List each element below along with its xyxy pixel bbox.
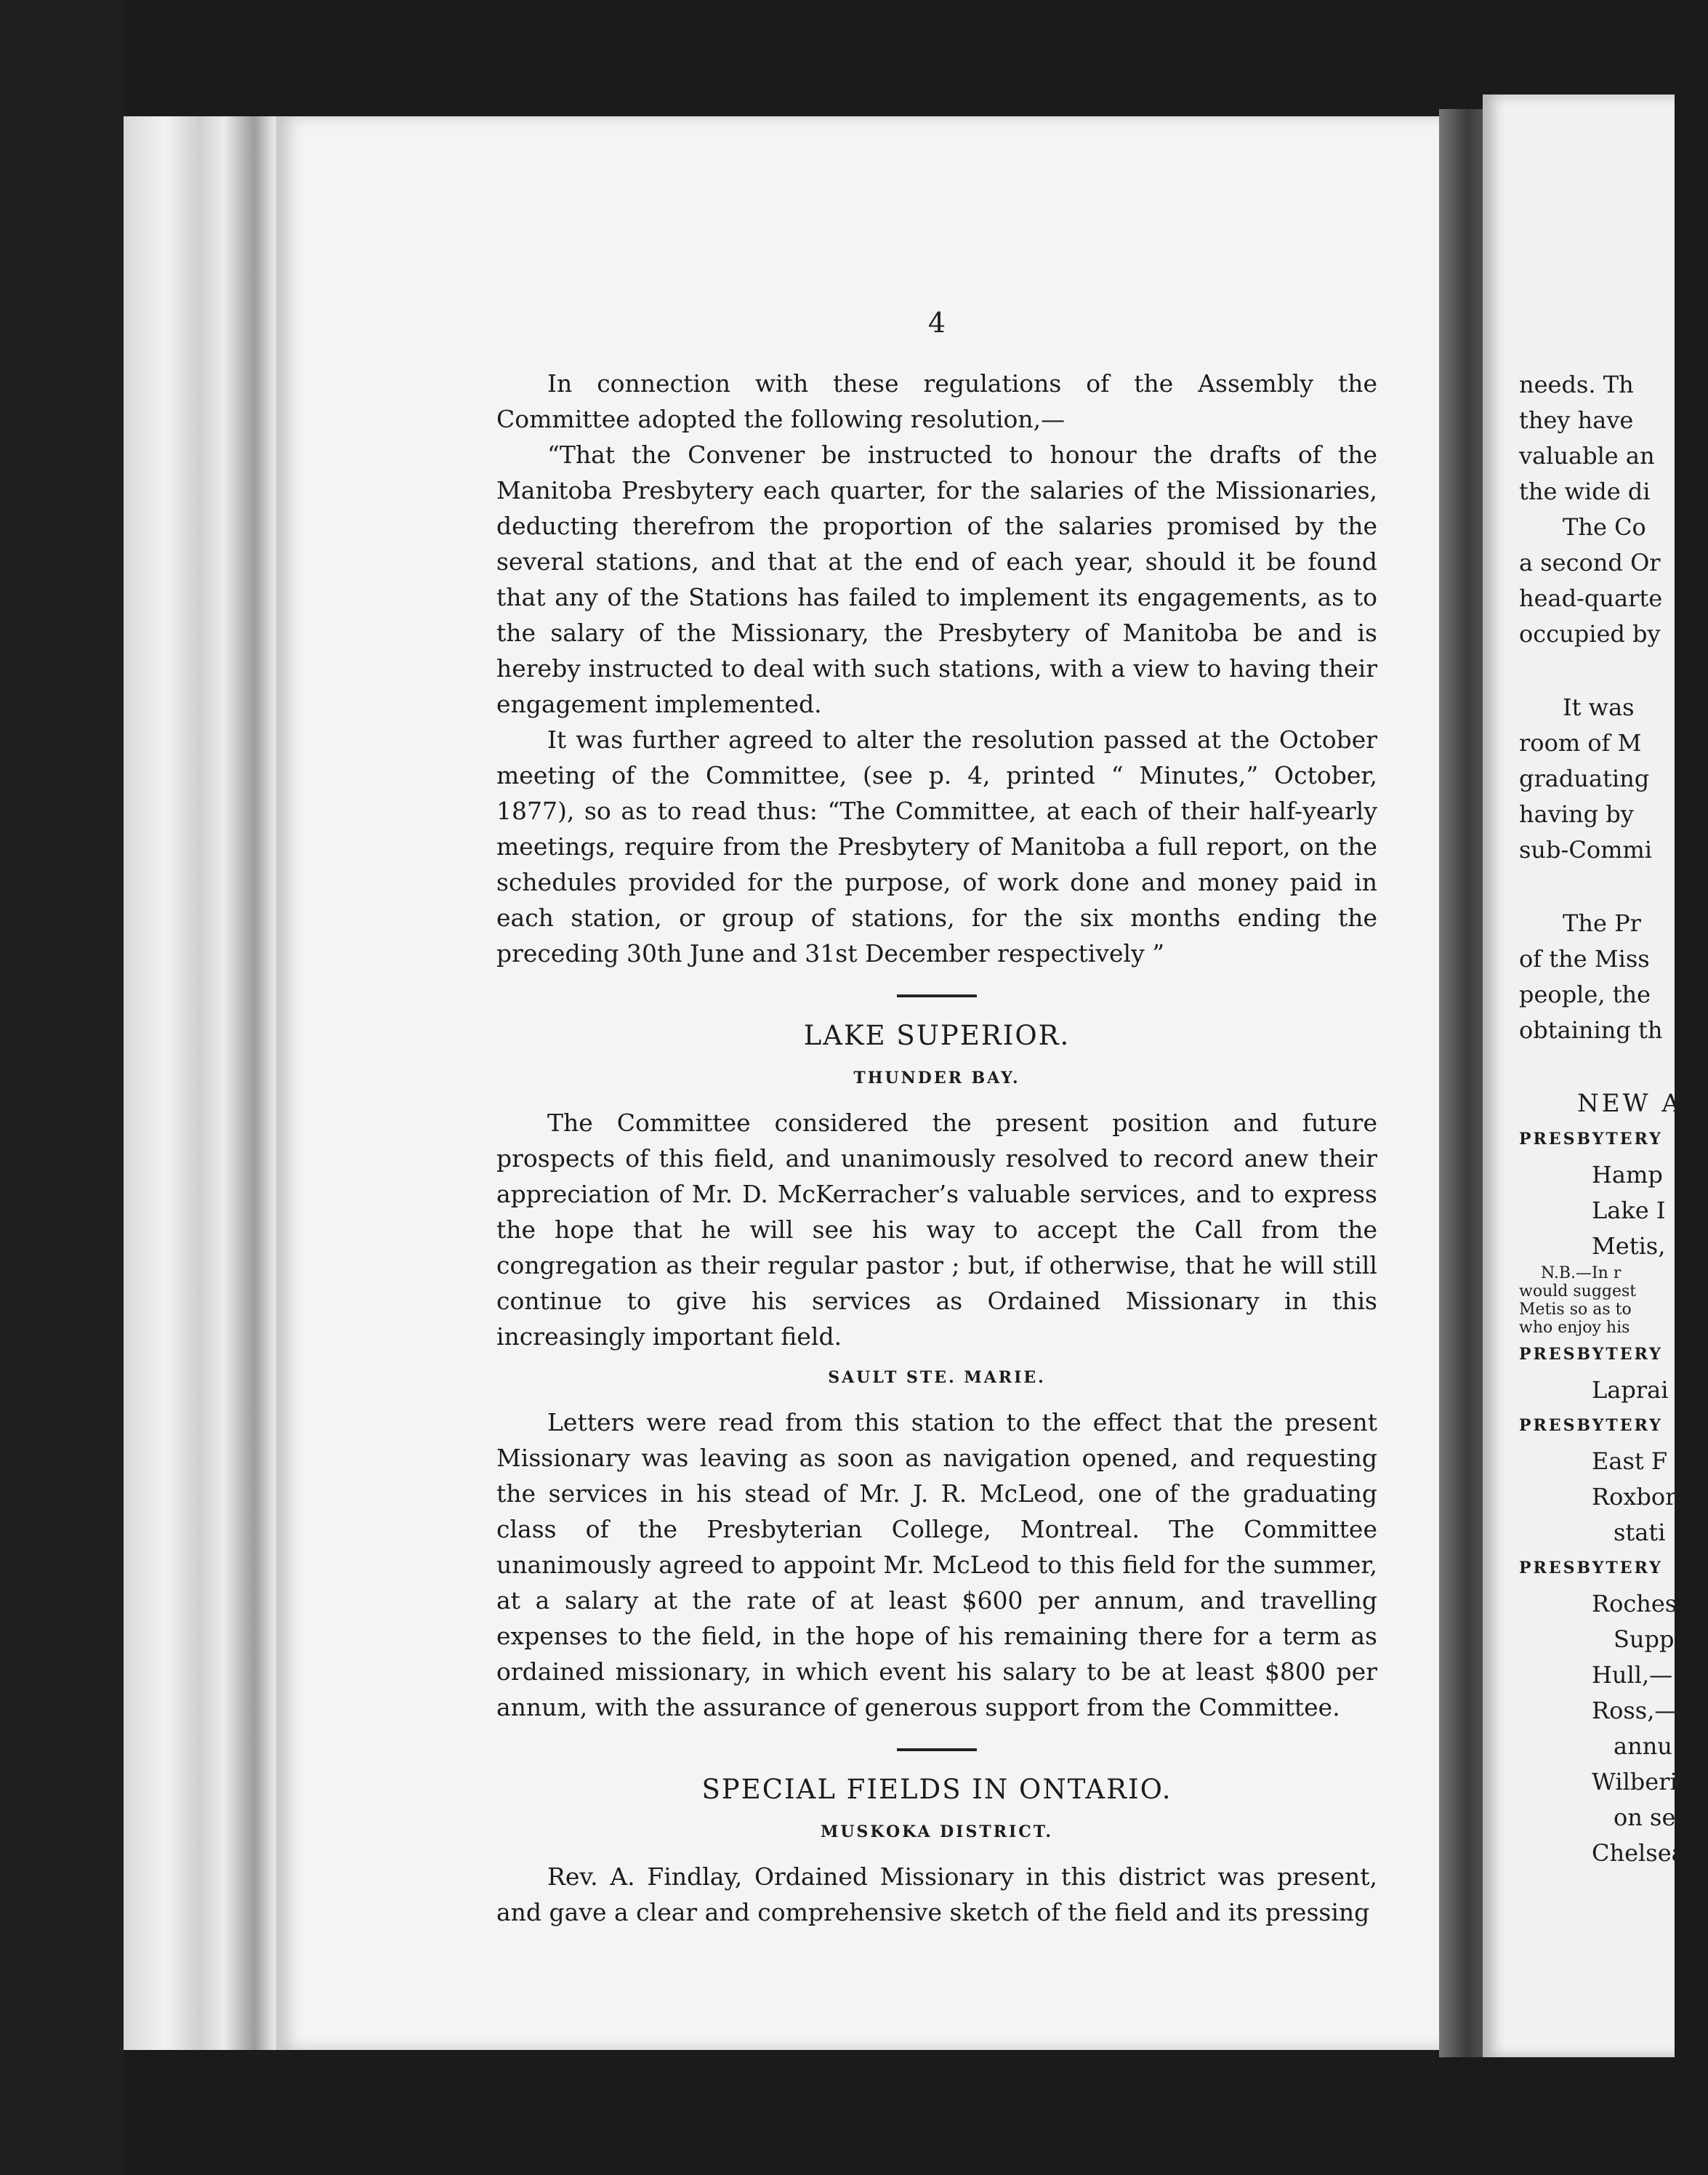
- facing-line: needs. Th: [1519, 371, 1634, 398]
- facing-list-item: PRESBYTERY: [1519, 1416, 1663, 1435]
- facing-line: The Pr: [1563, 909, 1641, 937]
- page-number: 4: [927, 307, 946, 339]
- intro-paragraph: In connection with these regulations of the Assembly the Committee adopted the following resolution,—: [496, 369, 1377, 433]
- subheading-muskoka: MUSKOKA DISTRICT.: [821, 1822, 1053, 1841]
- spacer: [1519, 1048, 1708, 1086]
- facing-list-item: Metis,: [1592, 1232, 1666, 1260]
- facing-line: sub-Commi: [1519, 836, 1652, 864]
- facing-line: head-quarte: [1519, 584, 1663, 612]
- resolution-paragraph: “That the Convener be instructed to honour the drafts of the Manitoba Presbytery each quarter, for the salaries of the Missionaries, deducting therefrom the proportion of the salaries promised by the several stations, and that at the end of each year, should it be found that any of the Stations has failed to implement its engagements, as to the salary of the Missionary, the Presbytery of Manitoba be and is hereby instructed to deal with such stations, with a view to having their engagement implemented.: [496, 441, 1377, 718]
- thunder-bay-paragraph: The Committee considered the present position and future prospects of this field, and unanimously resolved to record anew their appreciation of Mr. D. McKerracher’s valuable services, and to express the hope that he will see his way to accept the Call from the congregation as their regular pastor ; but, if otherwise, that he will still continue to give his services as Ordained Missionary in this increasingly important field.: [496, 1109, 1377, 1351]
- facing-list-item: Lake I: [1592, 1197, 1666, 1224]
- facing-list-item: on se: [1614, 1804, 1676, 1831]
- book-page-edges: [124, 116, 291, 2050]
- facing-line: It was: [1563, 693, 1635, 721]
- facing-list-item: annu: [1614, 1732, 1672, 1760]
- facing-line: having by: [1519, 800, 1634, 828]
- section-divider: [897, 1748, 977, 1751]
- subheading-sault-ste-marie: SAULT STE. MARIE.: [828, 1368, 1046, 1387]
- facing-list-item: Hamp: [1592, 1161, 1663, 1189]
- spacer: [1519, 868, 1708, 906]
- facing-line: occupied by: [1519, 620, 1661, 648]
- facing-line: they have: [1519, 406, 1634, 434]
- sault-paragraph: Letters were read from this station to the effect that the present Missionary was leaving as soon as navigation opened, and requesting the services in his stead of Mr. J. R. McLeod, one of the graduating class of the Presbyterian College, Montreal. The Committee unanimously agreed to appoint Mr. McLeod to this field for the summer, at a salary at the rate of at least $600 per annum, and travelling expenses to the field, in the hope of his remaining there for a term as ordained missionary, in which event his salary to be at least $800 per annum, with the assurance of generous support from the Committee.: [496, 1408, 1377, 1721]
- facing-list-item: PRESBYTERY: [1519, 1345, 1663, 1364]
- facing-list-item: Supp: [1614, 1625, 1675, 1653]
- facing-list-item: PRESBYTERY: [1519, 1130, 1663, 1149]
- facing-list-item: PRESBYTERY: [1519, 1559, 1663, 1577]
- facing-list-item: Roches: [1592, 1590, 1677, 1617]
- facing-list-item: East F: [1592, 1447, 1668, 1475]
- facing-list-item: Hull,—: [1592, 1661, 1673, 1689]
- facing-line: obtaining th: [1519, 1016, 1663, 1044]
- section-heading-special-fields: SPECIAL FIELDS IN ONTARIO.: [701, 1774, 1172, 1805]
- facing-note-line: Metis so as to: [1519, 1300, 1632, 1319]
- scan-backdrop: [0, 0, 124, 2175]
- muskoka-paragraph: Rev. A. Findlay, Ordained Missionary in this district was present, and gave a clear and comprehensive sketch of the field and its pressing: [496, 1862, 1377, 1926]
- facing-line: The Co: [1563, 513, 1646, 541]
- facing-line: room of M: [1519, 729, 1642, 757]
- facing-list-item: Wilberi: [1592, 1768, 1677, 1796]
- facing-line: of the Miss: [1519, 945, 1650, 973]
- amendment-paragraph: It was further agreed to alter the resolution passed at the October meeting of the Committee, (see p. 4, printed “ Minutes,” October, 1877), so as to read thus: “The Committee, at each of their half-yearly meetings, require from the Presbytery of Manitoba a full report, on the schedules provided for the purpose, of work done and money paid in each station, or group of stations, for the six months ending the preceding 30th June and 31st December respectively ”: [496, 725, 1377, 968]
- facing-heading: NEW A: [1577, 1089, 1683, 1118]
- facing-note-line: who enjoy his: [1519, 1319, 1630, 1337]
- spacer: [1519, 652, 1708, 690]
- facing-line: graduating: [1519, 765, 1650, 792]
- facing-page-text: [1519, 367, 1708, 1871]
- subheading-thunder-bay: THUNDER BAY.: [853, 1069, 1020, 1088]
- facing-line: valuable an: [1519, 442, 1655, 470]
- page-text: [496, 307, 1377, 1930]
- facing-line: people, the: [1519, 981, 1651, 1008]
- facing-list-item: Roxbor: [1592, 1483, 1677, 1511]
- facing-list-item: stati: [1614, 1519, 1666, 1546]
- facing-list-item: Chelsea: [1592, 1839, 1685, 1867]
- facing-line: the wide di: [1519, 478, 1651, 505]
- section-divider: [897, 994, 977, 997]
- facing-note-line: would suggest: [1519, 1282, 1637, 1300]
- facing-list-item: Ross,—: [1592, 1697, 1678, 1724]
- facing-note-line: N.B.—In r: [1541, 1264, 1622, 1282]
- facing-line: a second Or: [1519, 549, 1661, 576]
- section-heading-lake-superior: LAKE SUPERIOR.: [803, 1020, 1071, 1051]
- facing-list-item: Laprai: [1592, 1376, 1669, 1404]
